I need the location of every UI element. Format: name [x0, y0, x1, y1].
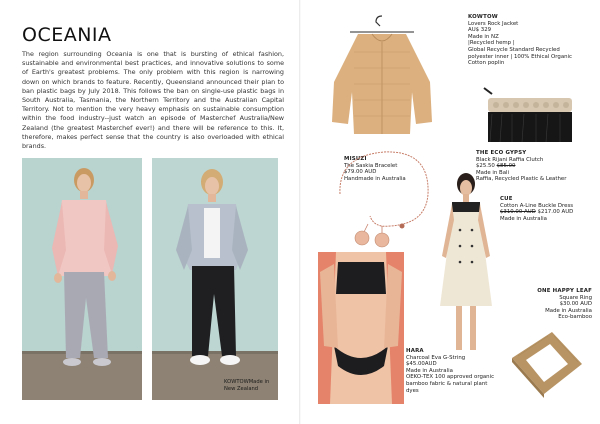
model-figure-2 — [152, 158, 278, 400]
model-photo-grey-shirt — [152, 158, 278, 400]
model-photo-pink-shirt — [22, 158, 142, 400]
product-name: Square Ring — [559, 294, 592, 301]
product-line: Handmade in Australia — [344, 175, 406, 182]
clutch-icon — [478, 86, 578, 148]
product-hara — [406, 348, 500, 394]
product-name: Black Rijani Raffia Clutch — [476, 156, 544, 163]
bamboo-ring-icon — [508, 328, 586, 398]
product-price-row — [476, 163, 594, 170]
photo-caption: KOWTOWMade in New Zealand — [224, 379, 270, 392]
bracelet-image — [330, 146, 436, 250]
product-line: Made in NZ — [468, 33, 499, 40]
brand-name: CUE — [500, 196, 513, 202]
clutch-image — [478, 86, 578, 148]
brand-name: HARA — [406, 348, 424, 354]
product-line: Made in Bali — [476, 169, 510, 176]
hara-model-figure — [318, 252, 404, 404]
product-price: $45.00AUD — [406, 361, 437, 368]
product-line: bamboo fabric & natural plant dyes — [406, 380, 488, 394]
product-price: $25.50 — [476, 163, 495, 170]
product-old-price: $310.00 AUD — [500, 209, 536, 216]
product-price: $79.00 AUD — [344, 169, 377, 176]
product-line: Made in Australia — [545, 307, 592, 314]
dress-model-image — [434, 170, 498, 360]
page-gutter — [299, 0, 301, 424]
product-name: Charcoal Eva G-String — [406, 354, 466, 361]
intro-paragraph: The region surrounding Oceania is one that is bursting of ethical fashion, sustainable and environmental best practices, and innovative solutions to some of Earth's greatest problems. The only problem with this region is narrowing down on which brands to feature. Recently, Queensland announced their plan to ban plastic bags by July 2018. This follows the ban on single-use plastic bags in South Australia, Tasmania, the Northern Territory and the Australian Capital Territory. Not to mention the very heavy emphasis on sustainable consumption within the food industry--just watch an episode of Masterchef Australia/New Zealand (the greatest Masterchef ever!) and there will be reference to this. It, therefore, makes perfect sense that the country is also overloaded with ethical brands. — [22, 50, 284, 151]
product-line: |Recycled hemp | — [468, 40, 515, 47]
product-price-row — [500, 209, 596, 216]
product-line: OEKO-TEX 100 approved organic — [406, 374, 495, 381]
brand-name: ONE HAPPY LEAF — [537, 288, 592, 294]
dress-model-figure — [434, 170, 498, 360]
product-line: Raffia, Recycled Plastic & Leather — [476, 176, 567, 183]
jacket-image — [320, 12, 444, 140]
product-name: Cotton A-Line Buckle Dress — [500, 202, 574, 209]
product-line: Eco-bamboo — [558, 314, 592, 321]
product-kowtow — [468, 14, 586, 67]
jacket-icon — [320, 12, 444, 140]
product-line: Cotton poplin — [468, 60, 505, 67]
product-name: The Saskia Bracelet — [344, 162, 398, 169]
product-price: AU$ 329 — [468, 27, 492, 34]
product-price: $217.00 AUD — [537, 209, 574, 216]
product-old-price: $85.00 — [496, 163, 516, 170]
product-line: Global Recycle Standard Recycled — [468, 46, 560, 53]
hara-photo — [318, 252, 404, 404]
brand-name: KOWTOW — [468, 14, 498, 20]
model-figure-1 — [22, 158, 142, 400]
page-title: OCEANIA — [22, 24, 112, 46]
product-line: polyester inner | 100% Ethical Organic — [468, 53, 573, 60]
product-line: Made in Australia — [406, 367, 453, 374]
product-cue — [500, 196, 596, 222]
ring-image — [508, 328, 586, 398]
product-one-happy-leaf — [512, 288, 592, 321]
product-line: Lovers Rock Jacket — [468, 20, 519, 27]
product-price: $30.00 AUD — [559, 301, 592, 308]
product-line: Made in Australia — [500, 215, 547, 222]
brand-name: THE ECO GYPSY — [476, 150, 527, 156]
bracelet-icon — [330, 146, 436, 250]
brand-name: MISUZI — [344, 156, 367, 162]
